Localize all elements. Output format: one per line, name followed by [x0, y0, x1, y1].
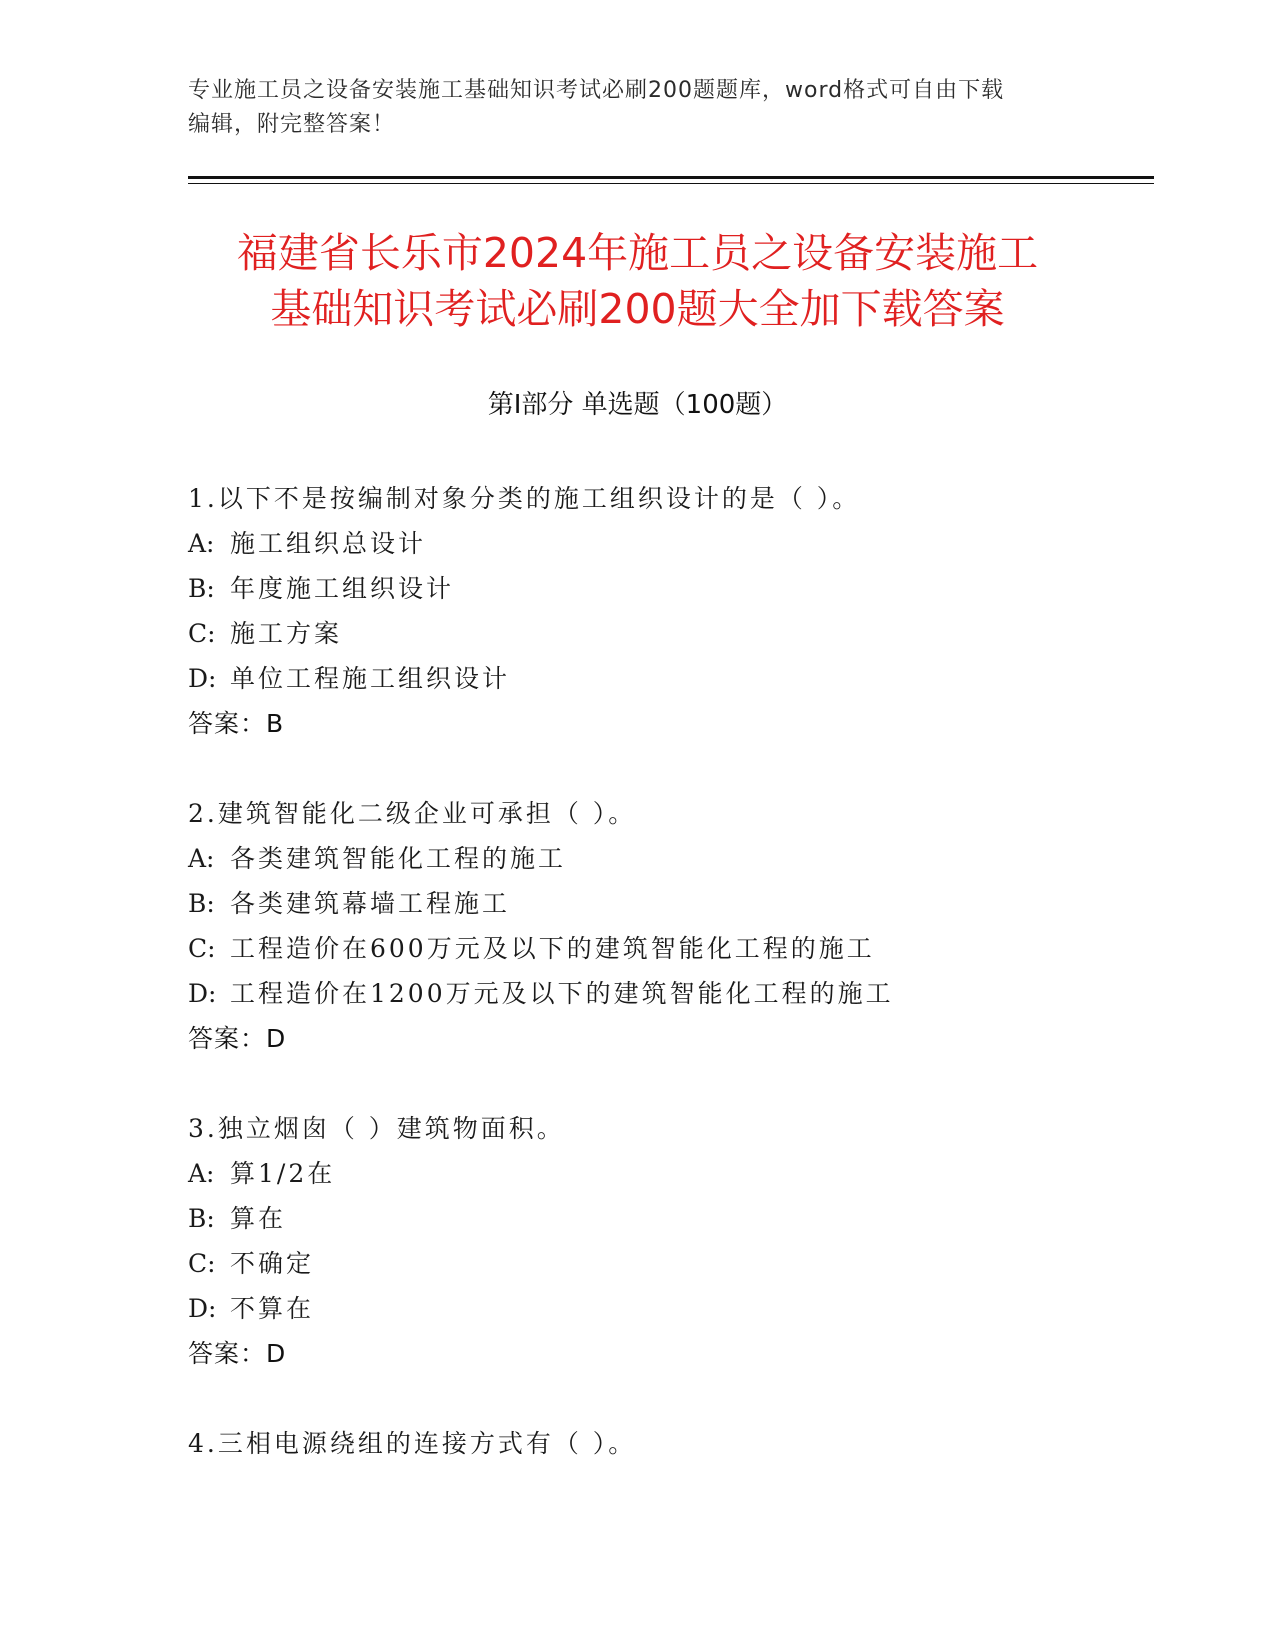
- question-3: [188, 1106, 1148, 1376]
- option-b: [188, 1196, 1148, 1241]
- option-text: 不算在: [230, 1294, 315, 1323]
- document-title-line-2: 基础知识考试必刷200题大全加下载答案: [270, 285, 1005, 333]
- header-note: [188, 74, 1068, 142]
- document-title-line-1: 福建省长乐市2024年施工员之设备安装施工: [236, 229, 1039, 277]
- option-key: B:: [188, 1204, 215, 1233]
- answer-label: 答案：D: [188, 1024, 287, 1053]
- question-stem: 2.建筑智能化二级企业可承担（ ）。: [188, 799, 637, 828]
- question-stem: 3.独立烟囱（ ）建筑物面积。: [188, 1114, 565, 1143]
- option-key: D:: [188, 1294, 217, 1323]
- header-note-line-1: 专业施工员之设备安装施工基础知识考试必刷200题题库，word格式可自由下载: [188, 78, 1005, 103]
- option-c: [188, 926, 1148, 971]
- option-text: 施工方案: [230, 619, 343, 648]
- option-key: D:: [188, 979, 217, 1008]
- option-text: 各类建筑智能化工程的施工: [230, 844, 567, 873]
- option-key: C:: [188, 1249, 216, 1278]
- answer-label: 答案：D: [188, 1339, 287, 1368]
- option-key: A:: [188, 1159, 215, 1188]
- option-text: 不确定: [230, 1249, 315, 1278]
- option-d: [188, 1286, 1148, 1331]
- option-text: 算在: [230, 1204, 287, 1233]
- question-list: [188, 476, 1148, 1511]
- option-d: [188, 656, 1148, 701]
- option-text: 各类建筑幕墙工程施工: [230, 889, 511, 918]
- option-text: 工程造价在600万元及以下的建筑智能化工程的施工: [230, 934, 875, 963]
- option-b: [188, 566, 1148, 611]
- option-c: [188, 1241, 1148, 1286]
- option-text: 工程造价在1200万元及以下的建筑智能化工程的施工: [230, 979, 894, 1008]
- option-b: [188, 881, 1148, 926]
- option-text: 单位工程施工组织设计: [230, 664, 511, 693]
- option-c: [188, 611, 1148, 656]
- section-title: 第Ⅰ部分 单选题（100题）: [487, 390, 788, 420]
- header-note-line-2: 编辑，附完整答案！: [188, 112, 396, 137]
- document-title: [150, 225, 1125, 337]
- option-a: [188, 521, 1148, 566]
- answer-label: 答案：B: [188, 709, 285, 738]
- option-a: [188, 1151, 1148, 1196]
- option-text: 施工组织总设计: [230, 529, 427, 558]
- option-d: [188, 971, 1148, 1016]
- option-key: B:: [188, 574, 215, 603]
- option-key: A:: [188, 844, 215, 873]
- option-key: D:: [188, 664, 217, 693]
- header-divider-thin: [188, 183, 1154, 184]
- question-4: [188, 1421, 1148, 1466]
- question-2: [188, 791, 1148, 1061]
- option-a: [188, 836, 1148, 881]
- question-stem: 1.以下不是按编制对象分类的施工组织设计的是（ ）。: [188, 484, 861, 513]
- option-key: C:: [188, 619, 216, 648]
- question-stem: 4.三相电源绕组的连接方式有（ ）。: [188, 1429, 637, 1458]
- option-key: C:: [188, 934, 216, 963]
- option-key: A:: [188, 529, 215, 558]
- option-text: 算1/2在: [230, 1159, 336, 1188]
- option-key: B:: [188, 889, 215, 918]
- question-1: [188, 476, 1148, 746]
- option-text: 年度施工组织设计: [230, 574, 455, 603]
- header-divider-thick: [188, 176, 1154, 179]
